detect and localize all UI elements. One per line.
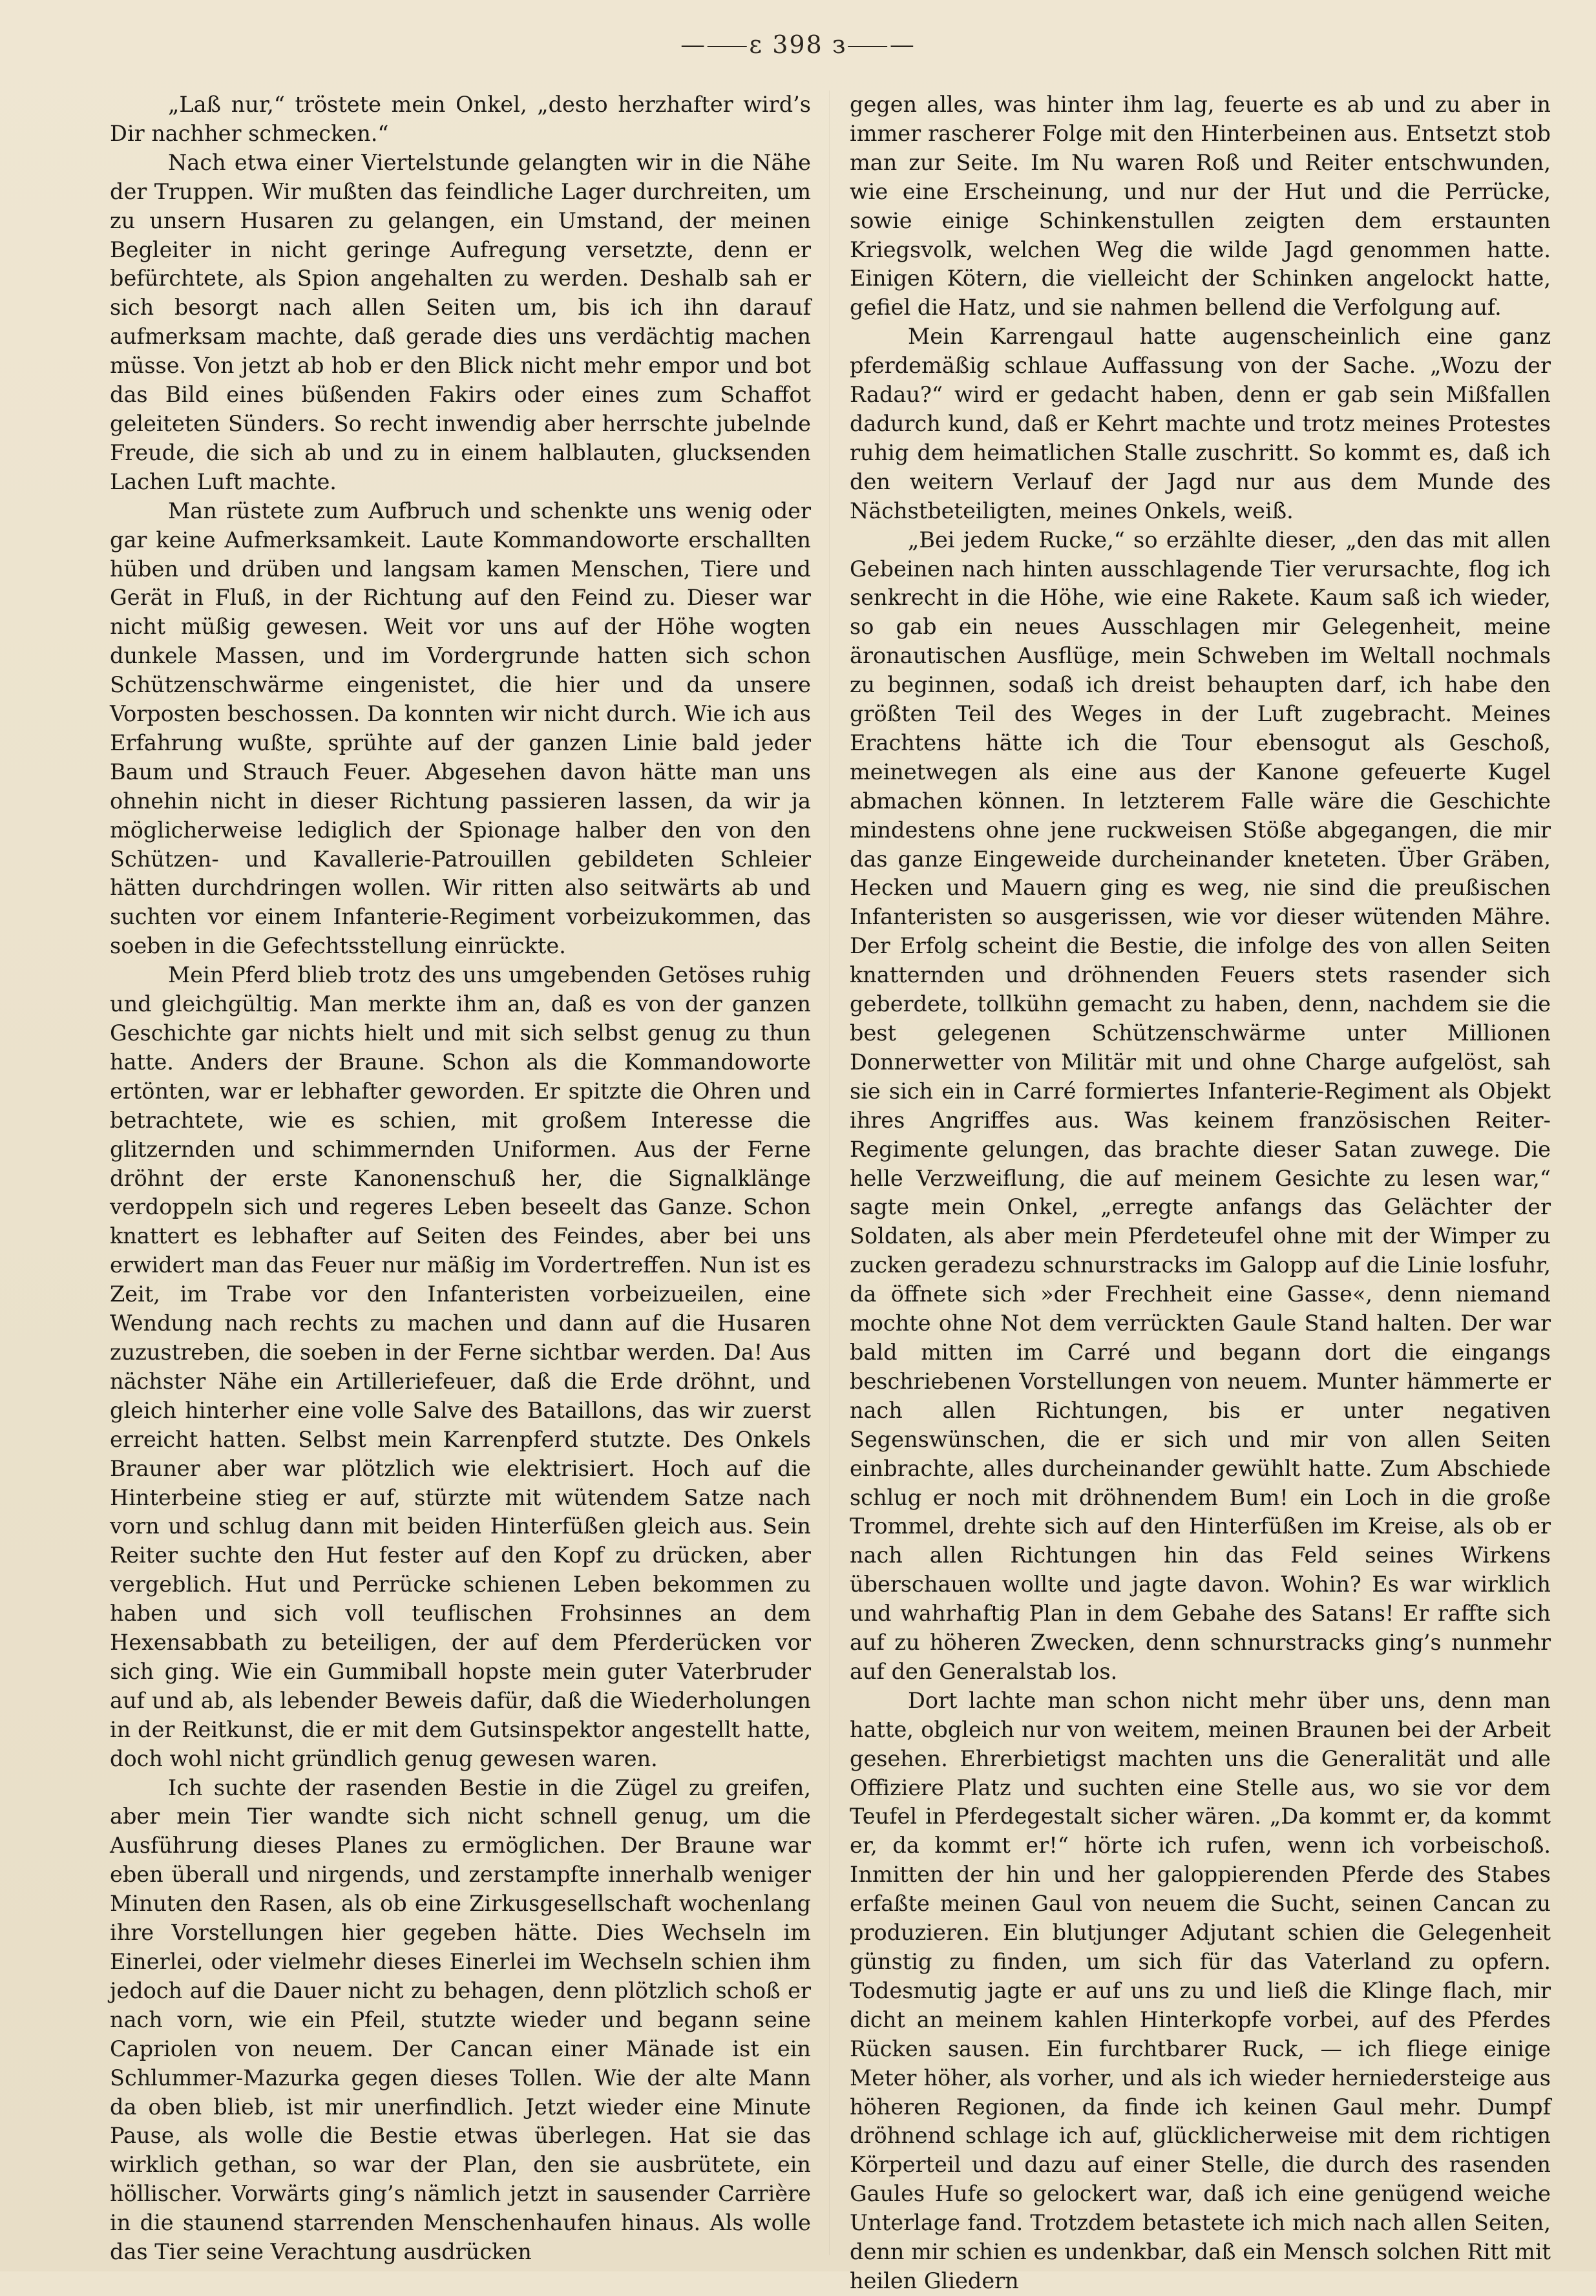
paragraph: „Bei jedem Rucke,“ so erzählte dieser, „den das mit allen Gebeinen nach hinten ausschlagende Tier verursachte, flog ich senkrecht in die Höhe, wie eine Rakete. Kaum saß ich wieder, so gab ein neues Ausschlagen mir Gelegenheit, meine äronautischen Ausflüge, mein Schweben im Weltall nochmals zu beginnen, sodaß ich dreist behaupten darf, ich habe den größten Teil des Weges in der Luft zugebracht. Meines Erachtens hätte ich die Tour ebensogut als Geschoß, meinetwegen als eine aus der Kanone gefeuerte Kugel abmachen können. In letzterem Falle wäre die Geschichte mindestens ohne jene ruckweisen Stöße abgegangen, die mir das ganze Eingeweide durcheinander kneteten. Über Gräben, Hecken und Mauern ging es weg, nie sind die preußischen Infanteristen so ausgerissen, wie vor dieser wütenden Mähre. Der Erfolg scheint die Bestie, die infolge des von allen Seiten knatternden und dröhnenden Feuers stets rasender sich geberdete, tollkühn gemacht zu haben, denn, nachdem sie die best gelegenen Schützenschwärme unter Millionen Donnerwetter von Militär mit und ohne Charge aufgelöst, sah sie sich ein in Carré formiertes Infanterie-Regiment als Objekt ihres Angriffes aus. Was keinem französischen Reiter-Regimente gelungen, das brachte dieser Satan zuwege. Die helle Verzweiflung, die auf meinem Gesichte zu lesen war,“ sagte mein Onkel, „erregte anfangs das Gelächter der Soldaten, als aber mein Pferdeteufel ohne mit der Wimper zu zucken geradezu schnurstracks im Galopp auf die Linie losfuhr, da öffnete sich »der Frechheit eine Gasse«, denn niemand mochte ohne Not dem verrückten Gaule Stand halten. Der war bald mitten im Carré und begann dort die eingangs beschriebenen Vorstellungen von neuem. Munter hämmerte er nach allen Richtungen, bis er unter negativen Segenswünschen, die er sich und mir von allen Seiten einbrachte, alles durcheinander gewühlt hatte. Zum Abschiede schlug er noch mit dröhnendem Bum! ein Loch in die große Trommel, drehte sich auf den Hinterfüßen im Kreise, als ob er nach allen Richtungen hin das Feld seines Wirkens überschauen wollte und jagte davon. Wohin? Es war wirklich und wahrhaftig Plan in dem Gebahe des Satans! Er raffte sich auf zu höheren Zwecken, denn schnurstracks ging’s nunmehr auf den Generalstab los. [850,527,1551,1684]
column-gutter [829,90,830,2255]
paragraph: gegen alles, was hinter ihm lag, feuerte es ab und zu aber in immer rascherer Folge mit den Hinterbeinen aus. Entsetzt stob man zur Seite. Im Nu waren Roß und Reiter entschwunden, wie eine Erscheinung, und nur der Hut und die Perrücke, sowie einige Schinkenstullen zeigten dem erstaunten Kriegsvolk, welchen Weg die wilde Jagd genommen hatte. Einigen Kötern, die vielleicht der Schinken angelockt hatte, gefiel die Hatz, und sie nahmen bellend die Verfolgung auf. [850,92,1551,321]
page-number: 398 [772,30,823,59]
paragraph: „Laß nur,“ tröstete mein Onkel, „desto herzhafter wird’s Dir nachher schmecken.“ [110,92,811,146]
paragraph: Mein Pferd blieb trotz des uns umgebenden Getöses ruhig und gleichgültig. Man merkte ihm an, daß es von der ganzen Geschichte gar nichts hielt und mit sich selbst genug zu thun hatte. Anders der Braune. Schon als die Kommandoworte ertönten, war er lebhafter geworden. Er spitzte die Ohren und betrachtete, wie es schien, mit großem Interesse die glitzernden und schimmernden Uniformen. Aus der Ferne dröhnt der erste Kanonenschuß her, die Signalklänge verdoppeln sich und regeres Leben beseelt das Ganze. Schon knattert es lebhafter auf Seiten des Feindes, aber bei uns erwidert man das Feuer nur mäßig im Vordertreffen. Nun ist es Zeit, im Trabe vor den Infanteristen vorbeizueilen, eine Wendung nach rechts zu machen und dann auf die Husaren zuzustreben, die soeben in der Ferne sichtbar werden. Da! Aus nächster Nähe ein Artilleriefeuer, daß die Erde dröhnt, und gleich hinterher eine volle Salve des Bataillons, das wir zuerst erreicht hatten. Selbst mein Karrenpferd stutzte. Des Onkels Brauner aber war plötzlich wie elektrisiert. Hoch auf die Hinterbeine stieg er auf, stürzte mit wütendem Satze nach vorn und schlug dann mit beiden Hinterfüßen gleich aus. Sein Reiter suchte den Hut fester auf den Kopf zu drücken, aber vergeblich. Hut und Perrücke schienen Leben bekommen zu haben und sich voll teuflischen Frohsinnes an dem Hexensabbath zu beteiligen, der auf dem Pferderücken vor sich ging. Wie ein Gummiball hopste mein guter Vaterbruder auf und ab, als lebender Beweis dafür, daß die Wiederholungen in der Reitkunst, die er mit dem Gutsinspektor angestellt hatte, doch wohl nicht gründlich genug gewesen waren. [110,962,811,1771]
header-ornament-left: —⸺ε [680,30,764,59]
left-column [110,90,811,2267]
paragraph: Man rüstete zum Aufbruch und schenkte uns wenig oder gar keine Aufmerksamkeit. Laute Kommandoworte erschallten hüben und drüben und langsam kamen Menschen, Tiere und Gerät in Fluß, in der Richtung auf den Feind zu. Dieser war nicht müßig gewesen. Weit vor uns auf der Höhe wogten dunkele Massen, und im Vordergrunde hatten sich schon Schützenschwärme eingenistet, die hier und da unsere Vorposten beschossen. Da konnten wir nicht durch. Wie ich aus Erfahrung wußte, sprühte auf der ganzen Linie bald jeder Baum und Strauch Feuer. Abgesehen davon hätte man uns ohnehin nicht in dieser Richtung passieren lassen, da wir ja möglicherweise lediglich der Spionage halber den von den Schützen- und Kavallerie-Patrouillen gebildeten Schleier hätten durchdringen wollen. Wir ritten also seitwärts ab und suchten vor einem Infanterie-Regiment vorbeizukommen, das soeben in die Gefechtsstellung einrückte. [110,498,811,959]
header-ornament-right: з⸺— [832,30,916,59]
paragraph: Dort lachte man schon nicht mehr über uns, denn man hatte, obgleich nur von weitem, meinen Braunen bei der Arbeit gesehen. Ehrerbietigst machten uns die Generalität und alle Offiziere Platz und suchten eine Stelle aus, wo sie vor dem Teufel in Pferdegestalt sicher wären. „Da kommt er, da kommt er, da kommt er!“ hörte ich rufen, wenn ich vorbeischoß. Inmitten der hin und her galoppierenden Pferde des Stabes erfaßte meinen Gaul von neuem die Sucht, seinen Cancan zu produzieren. Ein blutjunger Adjutant schien die Gelegenheit günstig zu finden, um sich für das Vaterland zu opfern. Todesmutig jagte er auf uns zu und ließ die Klinge flach, mir dicht an meinem kahlen Hinterkopfe vorbei, auf des Pferdes Rücken sausen. Ein furchtbarer Ruck, — ich fliege einige Meter höher, als vorher, und als ich wieder herniedersteige aus höheren Regionen, da finde ich keinen Gaul mehr. Dumpf dröhnend schlage ich auf, glücklicherweise mit dem richtigen Körperteil und dazu auf einer Stelle, die durch des rasenden Gaules Hufe so gelockert war, daß ich eine genügend weiche Unterlage fand. Trotzdem betastete ich mich nach allen Seiten, denn mir schien es undenkbar, daß ein Mensch solchen Ritt mit heilen Gliedern [850,1687,1551,2293]
right-column [850,90,1551,2296]
page-header [0,25,1596,60]
paragraph: Mein Karrengaul hatte augenscheinlich eine ganz pferdemäßig schlaue Auffassung von der Sache. „Wozu der Radau?“ wird er gedacht haben, denn er gab sein Mißfallen dadurch kund, daß er Kehrt machte und trotz meines Protestes ruhig dem heimatlichen Stalle zuschritt. So kommt es, daß ich den weitern Verlauf der Jagd nur aus dem Munde des Nächstbeteiligten, meines Onkels, weiß. [850,324,1551,523]
paragraph: Nach etwa einer Viertelstunde gelangten wir in die Nähe der Truppen. Wir mußten das feindliche Lager durchreiten, um zu unsern Husaren zu gelangen, ein Umstand, der meinen Begleiter in nicht geringe Aufregung versetzte, denn er befürchtete, als Spion angehalten zu werden. Deshalb sah er sich besorgt nach allen Seiten um, bis ich ihn darauf aufmerksam machte, daß gerade dies uns verdächtig machen müsse. Von jetzt ab hob er den Blick nicht mehr empor und bot das Bild eines büßenden Fakirs oder eines zum Schaffot geleiteten Sünders. So recht inwendig aber herrschte jubelnde Freude, die sich ab und zu in einem halblauten, glucksenden Lachen Luft machte. [110,149,811,494]
paragraph: Ich suchte der rasenden Bestie in die Zügel zu greifen, aber mein Tier wandte sich nicht schnell genug, um die Ausführung dieses Planes zu ermöglichen. Der Braune war eben überall und nirgends, und zerstampfte innerhalb weniger Minuten den Rasen, als ob eine Zirkusgesellschaft wochenlang ihre Vorstellungen hier gegeben hätte. Dies Wechseln im Einerlei, oder vielmehr dieses Einerlei im Wechseln schien ihm jedoch auf die Dauer nicht zu behagen, denn plötzlich schoß er nach vorn, wie ein Pfeil, stutzte wieder und begann seine Capriolen von neuem. Der Cancan einer Mänade ist ein Schlummer-Mazurka gegen dieses Tollen. Wie der alte Mann da oben blieb, ist mir unerfindlich. Jetzt wieder eine Minute Pause, als wolle die Bestie etwas überlegen. Hat sie das wirklich gethan, so war der Plan, den sie ausbrütete, ein höllischer. Vorwärts ging’s nämlich jetzt in sausender Carrière in die staunend starrenden Menschenhaufen hinaus. Als wolle das Tier seine Verachtung ausdrücken [110,1775,811,2265]
